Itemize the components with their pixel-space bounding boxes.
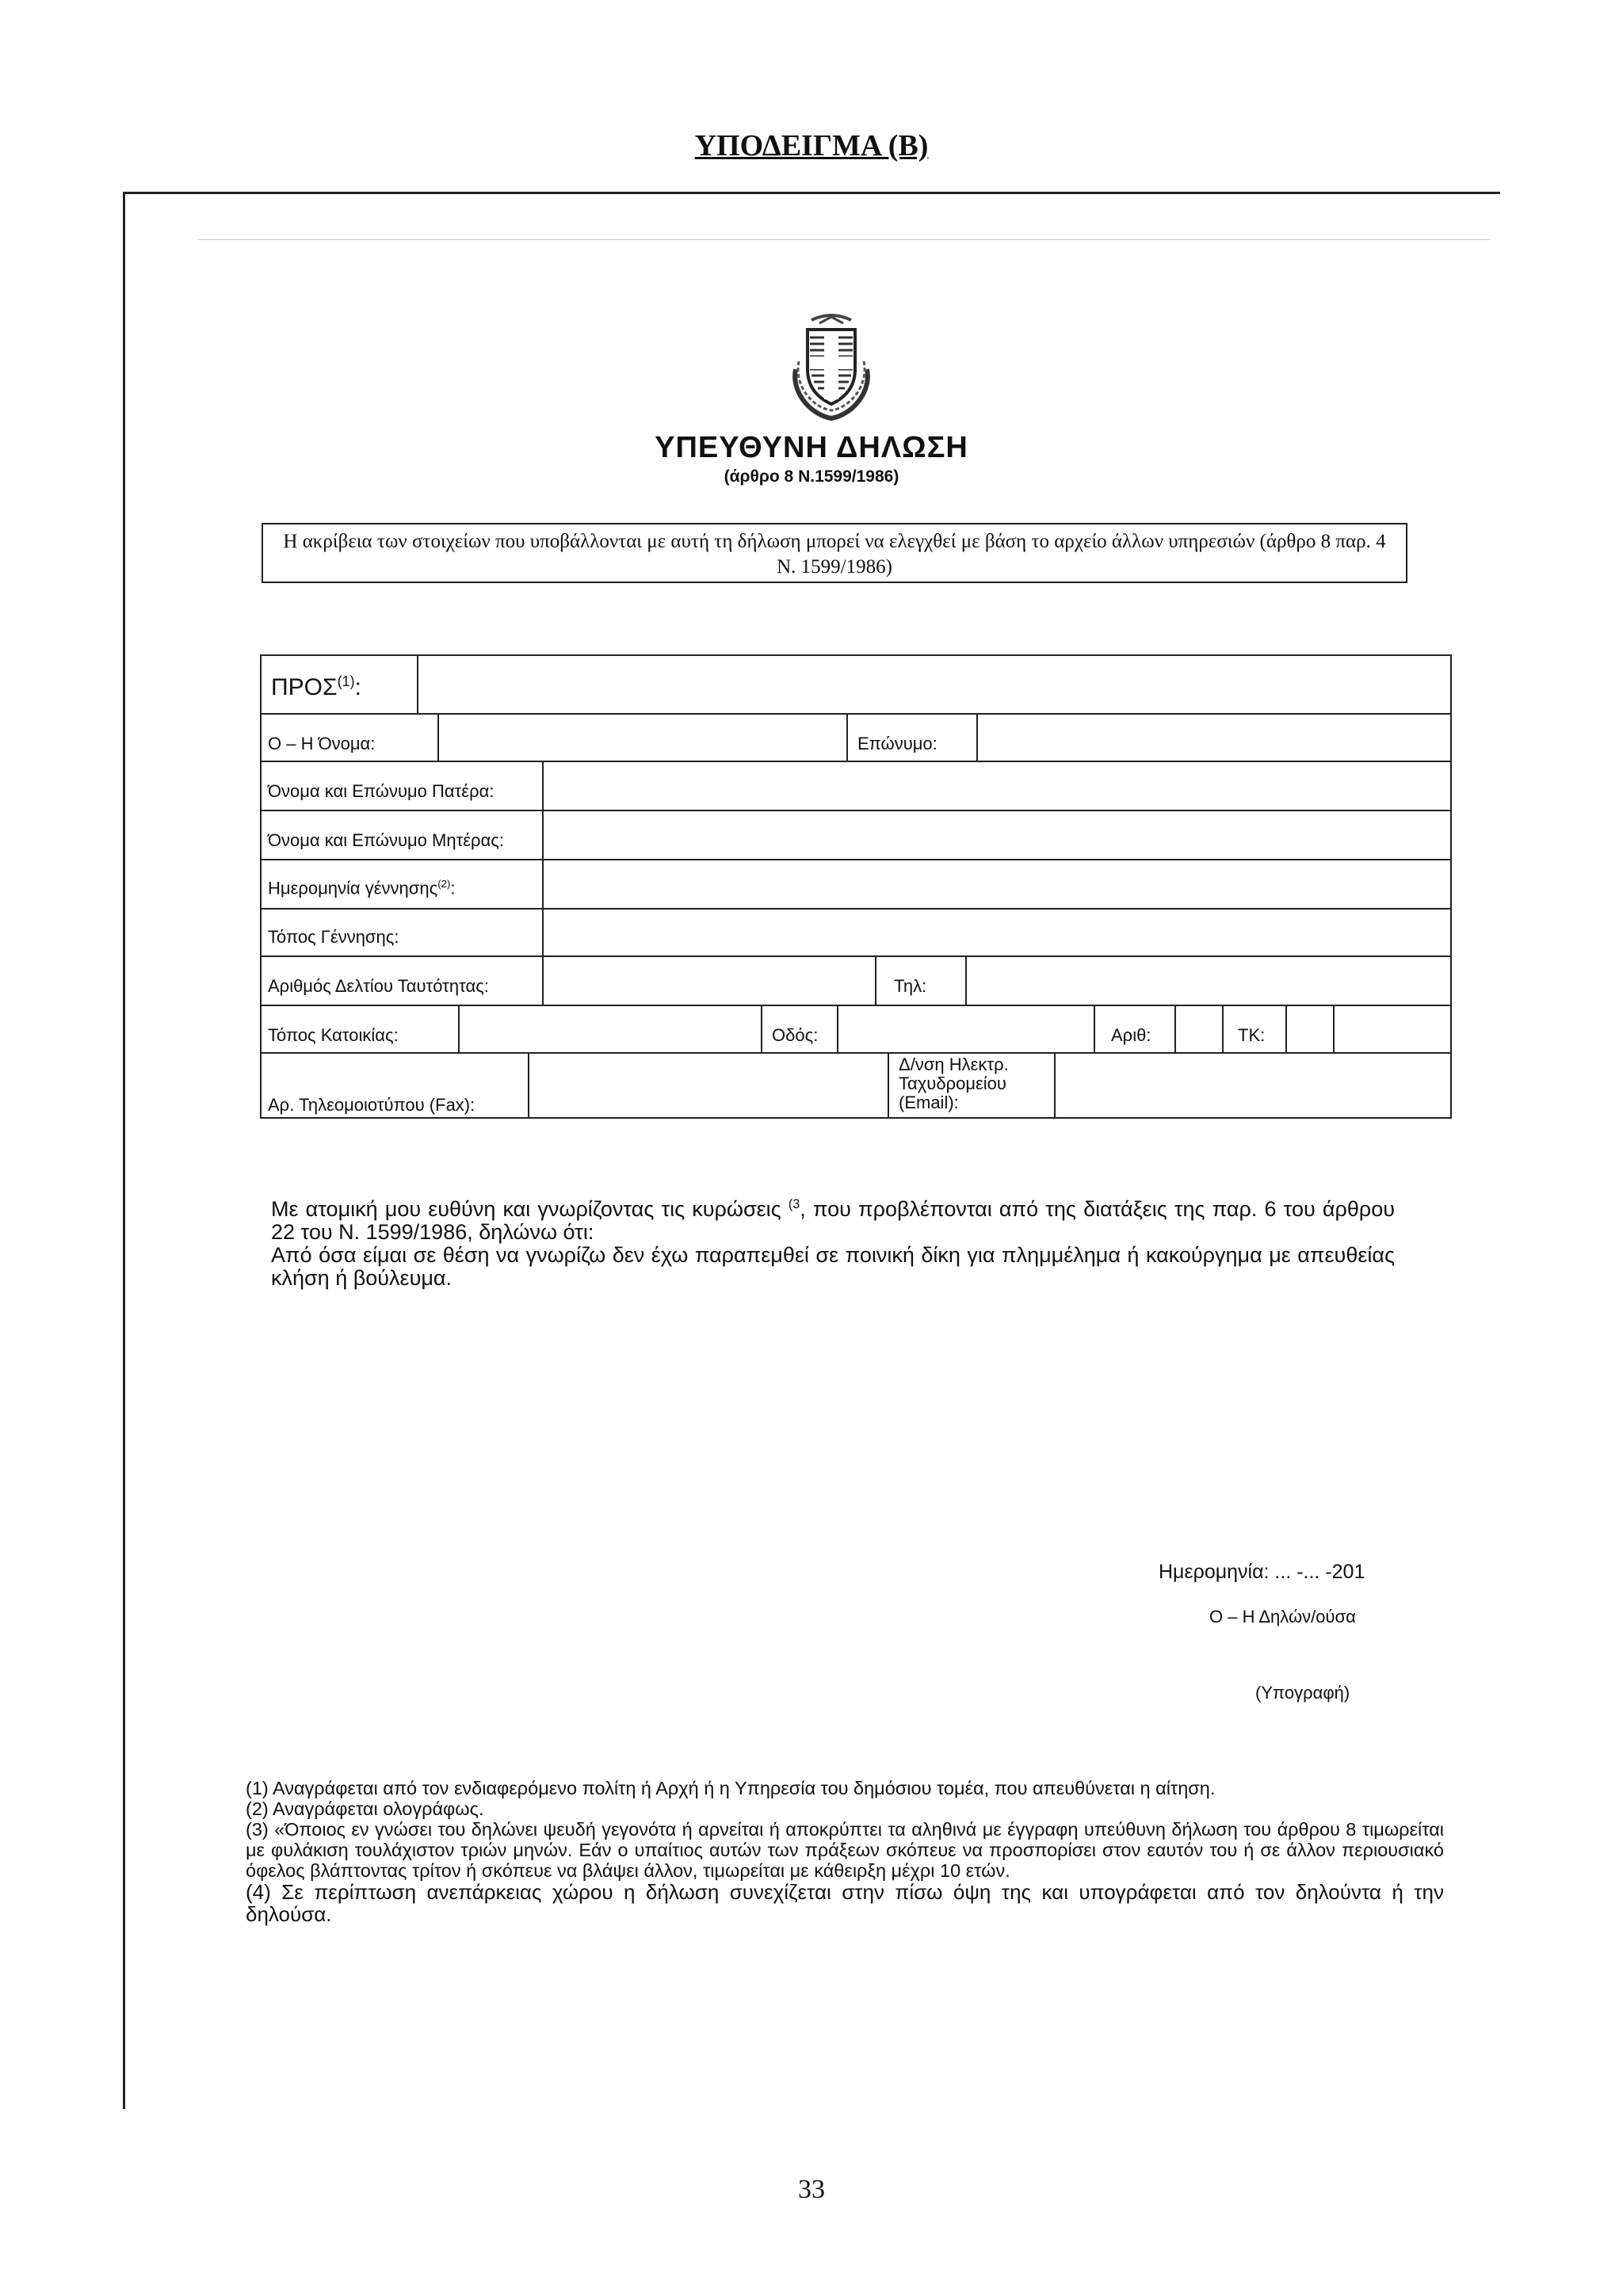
email-label: Δ/νση Ηλεκτρ. Ταχυδρομείου (Email): xyxy=(899,1055,1009,1112)
surname-field[interactable] xyxy=(980,716,1449,759)
footnote-3: (3) «Όποιος εν γνώσει του δηλώνει ψευδή γεγονότα ή αρνείται ή αποκρύπτει τα αληθινά με έγγραφη υπεύθυνη δήλωση του άρθρου 8 τιμωρείται με φυλάκιση τουλάχιστον τριών μηνών. Εάν ο υπαίτιος αυτών των πράξεων σκόπευε να προσπορίσει στον εαυτόν του ή σε άλλον περιουσιακό όφελος βλάπτοντας τρίτον ή σκόπευε να βλάψει άλλον, τιμωρείται με κάθειρξη μέχρι 10 ετών. xyxy=(246,1819,1444,1881)
statement-declaration: Από όσα είμαι σε θέση να γνωρίζω δεν έχω παραπεμθεί σε ποινική δίκη για πλημμέλημα ή κακούργημα με απευθείας κλήση ή βούλευμα. xyxy=(271,1243,1395,1290)
fax-field[interactable] xyxy=(531,1055,886,1116)
father-name-field[interactable] xyxy=(545,764,1449,808)
phone-label: Τηλ: xyxy=(894,976,927,996)
to-label: ΠΡΟΣ$^{(1)}$: xyxy=(271,673,361,700)
declarant-label: Ο – Η Δηλών/ούσα xyxy=(1209,1607,1356,1627)
birth-date-field[interactable] xyxy=(545,862,1449,906)
street-number-field[interactable] xyxy=(1178,1008,1220,1051)
frame-top-rule xyxy=(123,192,1500,194)
mother-name-label: Όνομα και Επώνυμο Μητέρας: xyxy=(268,830,505,850)
faint-rule xyxy=(198,239,1490,240)
statement-body xyxy=(271,1193,1395,1290)
date-line: Ημερομηνία: ... -... -201 xyxy=(1159,1561,1365,1583)
to-field[interactable] xyxy=(420,658,1449,711)
birth-place-field[interactable] xyxy=(545,911,1449,954)
page-heading: ΥΠΟΔΕΙΓΜΑ (Β) xyxy=(694,129,929,162)
page-number: 33 xyxy=(798,2175,825,2204)
phone-field[interactable] xyxy=(968,959,1449,1003)
street-field[interactable] xyxy=(840,1008,1092,1051)
street-number-label: Αριθ: xyxy=(1111,1025,1151,1045)
id-card-label: Αριθμός Δελτίου Ταυτότητας: xyxy=(268,976,489,996)
footnote-2: (2) Αναγράφεται ολογράφως. xyxy=(246,1798,484,1819)
surname-label: Επώνυμο: xyxy=(857,734,938,753)
fax-label: Αρ. Τηλεομοιοτύπου (Fax): xyxy=(268,1095,475,1115)
father-name-label: Όνομα και Επώνυμο Πατέρα: xyxy=(268,781,495,801)
postcode-label: ΤΚ: xyxy=(1238,1025,1266,1045)
declaration-subtitle: (άρθρο 8 Ν.1599/1986) xyxy=(724,467,899,486)
statement-intro: Με ατομική μου ευθύνη και γνωρίζοντας τις κυρώσεις $^{(3}$, που προβλέπονται από της διατάξεις της παρ. 6 του άρθρου 22 του Ν. 1599/1986, δηλώνω ότι: xyxy=(271,1197,1395,1244)
residence-field[interactable] xyxy=(461,1008,759,1051)
birth-date-label: Ημερομηνία γέννησης$^{(2)}$: xyxy=(268,878,456,898)
first-name-label: Ο – Η Όνομα: xyxy=(268,734,376,753)
declaration-title: ΥΠΕΥΘΥΝΗ ΔΗΛΩΣΗ xyxy=(655,431,968,464)
birth-place-label: Τόπος Γέννησης: xyxy=(268,927,399,947)
id-card-field[interactable] xyxy=(545,959,873,1003)
email-field[interactable] xyxy=(1057,1055,1449,1116)
first-name-field[interactable] xyxy=(441,716,845,759)
declaration-form xyxy=(260,654,1452,1119)
postcode-field[interactable] xyxy=(1336,1008,1449,1051)
coat-of-arms-icon xyxy=(780,314,883,425)
footnote-1: (1) Αναγράφεται από τον ενδιαφερόμενο πολίτη ή Αρχή ή η Υπηρεσία του δημόσιου τομέα, που απευθύνεται η αίτηση. xyxy=(246,1778,1216,1798)
signature-label: (Υπογραφή) xyxy=(1255,1683,1350,1703)
footnotes xyxy=(246,1778,1444,1925)
residence-label: Τόπος Κατοικίας: xyxy=(268,1025,399,1045)
accuracy-notice: Η ακρίβεια των στοιχείων που υποβάλλονται με αυτή τη δήλωση μπορεί να ελεγχθεί με βάση το αρχείο άλλων υπηρεσιών (άρθρο 8 παρ. 4 Ν. 1599/1986) xyxy=(262,523,1407,583)
street-label: Οδός: xyxy=(772,1025,819,1045)
mother-name-field[interactable] xyxy=(545,813,1449,857)
footnote-4: (4) Σε περίπτωση ανεπάρκειας χώρου η δήλωση συνεχίζεται στην πίσω όψη της και υπογράφεται από τον δηλούντα ή την δηλούσα. xyxy=(246,1880,1444,1926)
